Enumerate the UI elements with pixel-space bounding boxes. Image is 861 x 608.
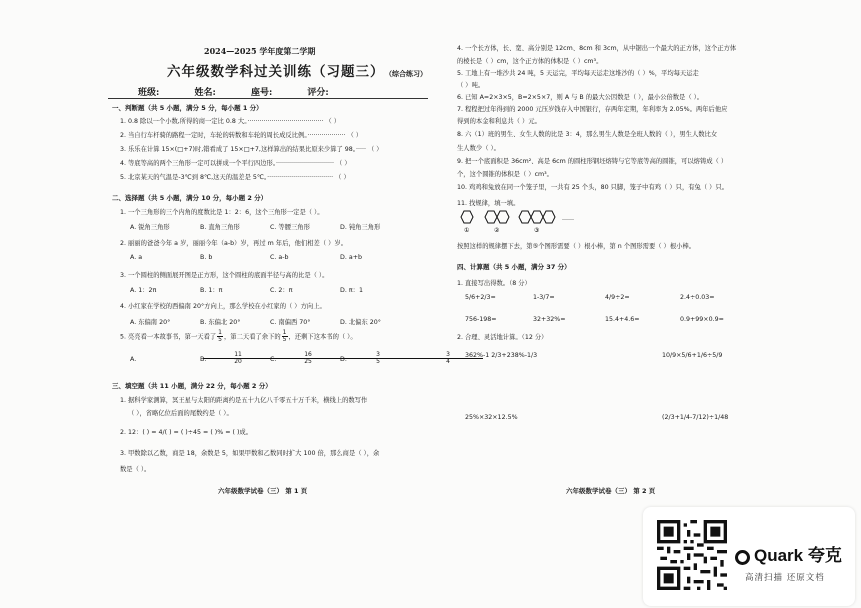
hexagon-3b [531, 211, 543, 223]
fill-q1-cont: （ ），省略亿位后面的尾数约是（ ）。 [128, 410, 233, 417]
figure-ellipsis: …… [562, 215, 574, 222]
scanner-tagline: 高清扫描 还原文档 [745, 573, 825, 583]
fill-q2: 2. 12：( ) = 4/( ) = ( )÷45 = ( )% = ( )成。 [120, 429, 253, 436]
choice-q2-options [130, 254, 410, 261]
fill-q7: 7. 程程把过年得到的 2000 元压岁钱存入中国银行，存两年定期，年利率为 2.05%。两年后他应 [457, 106, 728, 113]
calc-item: 756-198= [465, 316, 497, 323]
scanner-watermark-card [643, 507, 855, 606]
choice-q3: 3. 一个圆柱的侧面展开图是正方形，这个圆柱的底面半径与高的比是（ ）。 [120, 272, 329, 279]
hexagon-pattern-figure [456, 208, 596, 234]
fill-q10: 10. 鸡鸡和兔放在同一个笼子里，一共有 25 个头，80 只脚，笼子中有鸡（ ）只，有兔（ ）只。 [457, 184, 729, 191]
judge-q5: 5. 北京某天的气温是-3℃到 8℃,这天的温差是 5℃。································· （ ） [120, 174, 350, 181]
option: B. 东偏北 20° [200, 319, 241, 326]
section-calc: 四、计算题（共 5 小题，满分 37 分） [457, 263, 571, 271]
choice-q2: 2. 丽丽的爸爸今年 a 岁，丽丽今年（a-b）岁，再过 m 年后，他们相差（ ）岁。 [120, 240, 348, 247]
fill-q7-cont: 得到的本金和利息共（ ）元。 [457, 118, 541, 125]
option: D. 钝角三角形 [340, 224, 381, 231]
option-letter: B. [200, 355, 207, 363]
fill-q4-cont: 的棱长是（ ）cm，这个正方体的体积是（ ）cm³。 [457, 58, 603, 65]
calc-item: 0.9+99×0.9= [680, 316, 724, 323]
judge-q4: 4. 等底等高的两个三角形一定可以拼成一个平行四边形。····························· （ ） [120, 160, 351, 167]
choice-q5-text: ，还剩下这本书的（ ）。 [288, 333, 357, 341]
calc-item: 4/9÷2= [605, 294, 630, 301]
option: B. 直角三角形 [200, 224, 240, 231]
qr-code [657, 520, 727, 590]
choice-q5 [120, 330, 357, 343]
exam-title-text: 六年级数学科过关训练（习题三） [167, 64, 385, 80]
option: B. b [200, 254, 213, 261]
numerator: 3 [343, 352, 413, 359]
choice-q3-options [130, 285, 410, 294]
option [340, 351, 450, 365]
option: C. 南偏西 70° [270, 319, 311, 326]
calc-item: 15.4+4.6= [605, 316, 640, 323]
denominator: 5 [218, 336, 222, 343]
fraction [282, 330, 288, 343]
section-choice: 二、选择题（共 5 小题，满分 10 分，每小题 2 分） [112, 194, 268, 202]
figure-label: ① [464, 227, 470, 234]
hexagon-2b [497, 211, 509, 223]
choice-q5-options [130, 351, 450, 365]
numerator: 11 [203, 352, 273, 359]
option: D. π：1 [340, 287, 363, 294]
brand-name: Quark 夸克 [754, 546, 842, 565]
hexagon-3a [519, 211, 531, 223]
fill-q11: 11. 找规律，填一填。 [457, 200, 520, 207]
option-letter: A. [130, 355, 137, 363]
calc-item: 32+32%= [533, 316, 566, 323]
choice-q1: 1. 一个三角形的三个内角的度数比是 1：2：6，这个三角形一定是（ ）。 [120, 209, 324, 216]
fill-q1: 1. 据科学家测算，冥王星与太阳的距离约是五十九亿八千零五十万千米，横线上的数写作 [120, 397, 368, 404]
option [270, 351, 380, 365]
judge-q2: 2. 当自行车杆骑的路程一定时，车轮的转数和车轮的周长成反比例。··················· （ ） [120, 132, 363, 139]
denominator: 5 [376, 358, 380, 365]
field-class: 班级: [138, 88, 160, 98]
fill-q6: 6. 已知 A=2×3×5，B=2×5×7，则 A 与 B 的最大公因数是（ ），最小公倍数是（ ）。 [457, 94, 704, 101]
calc-expr: (2/3+1/4-7/12)÷1/48 [662, 414, 729, 421]
option: C. a-b [270, 254, 289, 261]
choice-q5-text: ，第二天看了余下的 [224, 333, 281, 341]
option-letter: C. [270, 355, 277, 363]
fill-q3-cont: 数是（ ）。 [120, 466, 151, 473]
calc-q1: 1. 直接写出得数。（8 分） [457, 280, 531, 287]
numerator: 3 [413, 352, 483, 359]
calc-expr: 362%-1 2/3+238%-1/3 [465, 352, 538, 359]
option: A. a [130, 254, 143, 261]
denominator: 4 [446, 358, 450, 365]
exam-subtitle: （综合练习） [388, 69, 427, 78]
fill-q9-cont: 个，这个圆锥的体积是（ ）cm³。 [457, 171, 553, 178]
option: B. 1：π [200, 287, 223, 294]
fill-q4: 4. 一个长方体，长、宽、高分别是 12cm、8cm 和 3cm，从中锯出一个最大的正方体，这个正方体 [457, 45, 737, 52]
field-seat: 座号: [250, 88, 273, 98]
exam-title [167, 60, 427, 80]
denominator: 5 [282, 336, 287, 343]
calc-item: 1-3/7= [533, 294, 555, 301]
option: A. 1：2π [130, 287, 157, 294]
quark-logo-icon [735, 550, 750, 565]
option [200, 351, 312, 365]
page1-footer: 六年级数学试卷（三） 第 1 页 [218, 487, 308, 495]
field-score: 评分: [307, 88, 329, 98]
page2-footer: 六年级数学试卷（三） 第 2 页 [566, 487, 656, 495]
numerator: 1 [282, 329, 287, 336]
option: A. 东偏南 20° [130, 319, 171, 326]
option: D. 北偏东 20° [340, 319, 381, 326]
numerator: 16 [273, 352, 343, 359]
option: C. 等腰三角形 [270, 224, 310, 231]
fill-q3: 3. 甲数除以乙数，商是 18，余数是 5，如果甲数和乙数同时扩大 100 倍，那么商是（ ），余 [120, 450, 380, 457]
quark-brand [735, 541, 842, 566]
section-judge: 一、判断题（共 5 小题，满分 5 分，每小题 1 分） [112, 104, 263, 112]
section-fill: 三、填空题（共 11 小题，满分 22 分，每小题 2 分） [112, 382, 272, 390]
hexagon-2a [485, 211, 497, 223]
figure-label: ② [494, 227, 500, 234]
fill-q5: 5. 工地上有一堆沙共 24 吨，5 天运完，平均每天运走这堆沙的（ ）%，平均每天运走 [457, 70, 699, 77]
field-name: 姓名: [194, 88, 216, 98]
judge-q3: 3. 乐乐在计算 15×(□+7)时,错看成了 15×□+7,这样算出的结果比原来少算了 98。····· （ ） [120, 146, 383, 153]
denominator: 25 [304, 358, 312, 365]
student-info-fields [138, 85, 438, 98]
option [130, 351, 242, 365]
option: D. a+b [340, 254, 362, 261]
school-year: 2024—2025 学年度第二学期 [204, 46, 316, 56]
calc-item: 5/6+2/3= [465, 294, 496, 301]
fraction [217, 330, 223, 343]
choice-q4-options [130, 317, 410, 326]
fill-q8-cont: 生人数少（ ）。 [457, 145, 500, 152]
numerator: 1 [218, 329, 222, 336]
fill-q5-cont: （ ）吨。 [457, 82, 485, 89]
figure-label: ③ [534, 227, 540, 234]
judge-q1: 1. 0.8 除以一个小数,所得的商一定比 0.8 大。······································ （ ） [120, 118, 341, 125]
choice-q1-options [130, 222, 410, 231]
denominator: 20 [234, 358, 242, 365]
option-letter: D. [340, 355, 347, 363]
fill-q11-cont: 按照这样的规律摆下去，第⑤个图形需要（ ）根小棒，第 n 个图形需要（ ）根小棒。 [457, 243, 696, 250]
hexagon-1 [461, 211, 473, 223]
fill-q9: 9. 把一个底面积是 36cm²、高是 6cm 的圆柱形钢坯熔铸与它等底等高的圆锥，可以熔铸成（ ） [457, 158, 728, 165]
calc-expr: 25%×32×12.5% [465, 414, 518, 421]
hexagon-3c [543, 211, 555, 223]
option: C. 2：π [270, 287, 293, 294]
header-divider [108, 98, 428, 99]
calc-expr: 10/9×5/6+1/6÷5/9 [662, 352, 723, 359]
fill-q8: 8. 六（1）班的男生、女生人数的比是 3：4，那么男生人数是全班人数的（ ），男生人数比女 [457, 131, 718, 138]
choice-q5-text: 5. 亮亮看一本故事书，第一天看了 [120, 333, 217, 341]
option: A. 锐角三角形 [130, 224, 170, 231]
calc-q2: 2. 合理、灵活地计算。（12 分） [457, 334, 548, 341]
choice-q4: 4. 小红家在学校的西偏南 20°方向上，那么学校在小红家的（ ）方向上。 [120, 303, 326, 310]
calc-item: 2.4÷0.03= [680, 294, 715, 301]
